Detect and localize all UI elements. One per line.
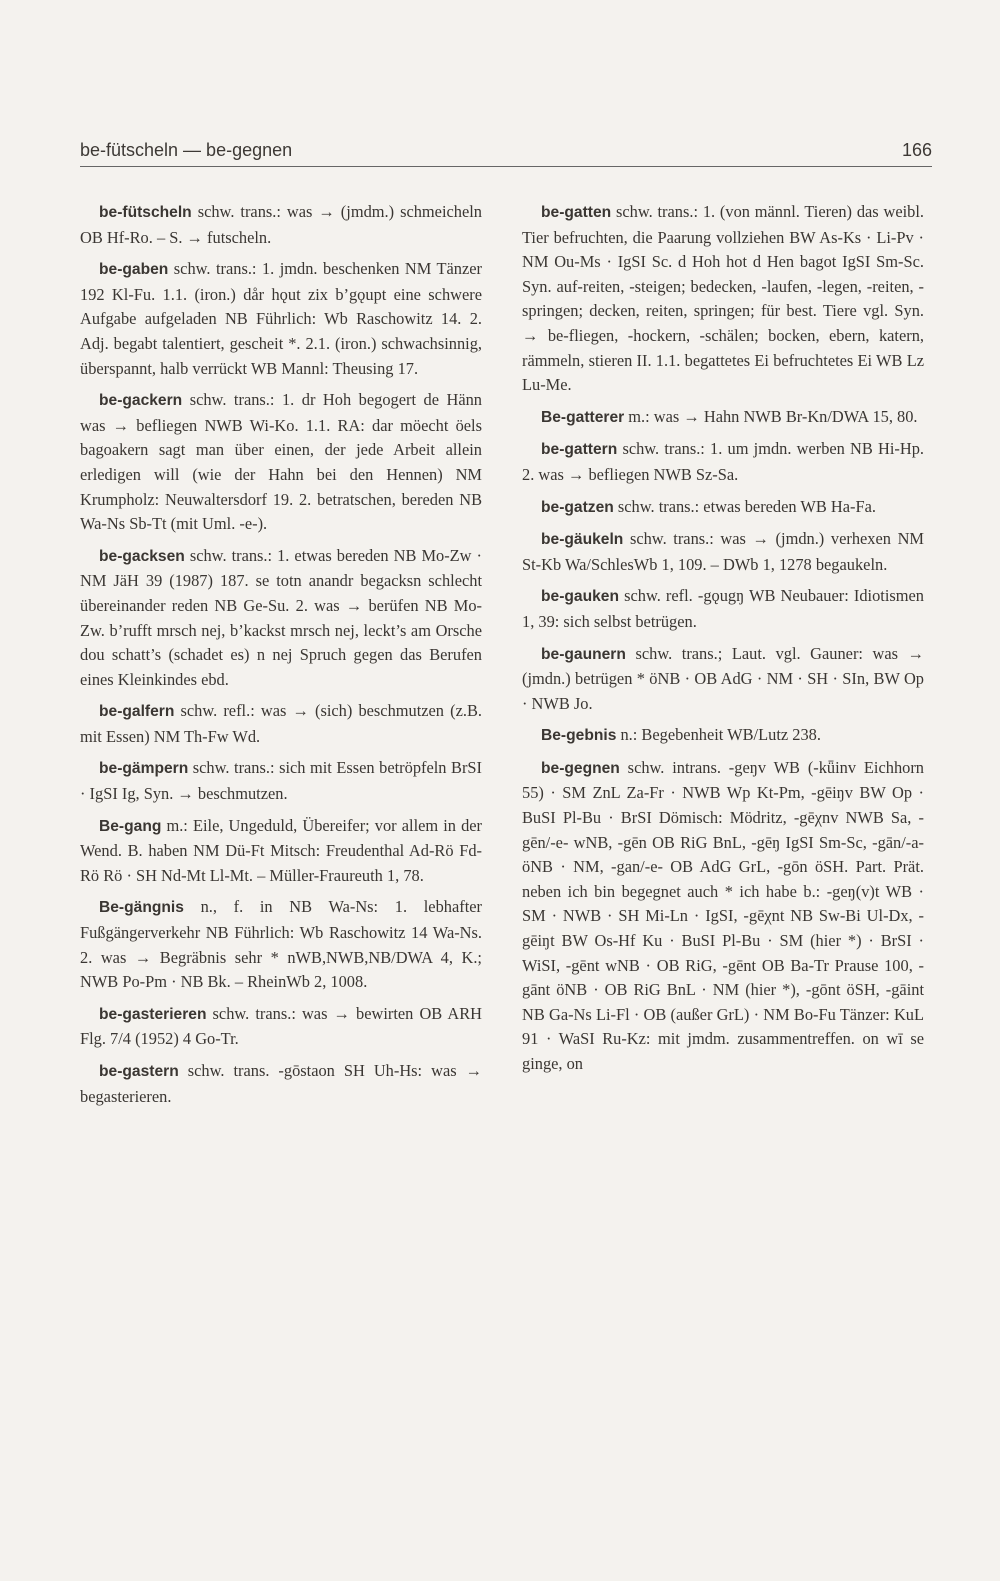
dictionary-entry [80,544,482,693]
dictionary-entry [80,200,482,250]
entry-body: n.: Begebenheit WB/Lutz 238. [616,725,821,745]
dictionary-entry [80,388,482,537]
entry-body: schw. trans.; Laut. vgl. Gauner: was → (jmdn.) betrügen * öNB · OB AdG · NM · SH · SIn, BW Op · NWB Jo. [522,643,924,713]
entry-lemma: be-gäukeln [541,531,624,549]
entry-body: schw. trans.: was → (jmdm.) schmeicheln OB Hf-Ro. – S. → futscheln. [80,202,482,247]
left-column [80,200,482,1116]
entry-body: schw. refl.: was → (sich) beschmutzen (z.B. mit Essen) NM Th-Fw Wd. [80,701,482,746]
running-header [80,140,932,161]
dictionary-entry [522,756,924,1077]
entry-lemma: be-gämpern [99,760,189,778]
entry-body: schw. trans.: 1. um jmdn. werben NB Hi-Hp. 2. was → befliegen NWB Sz-Sa. [522,439,924,484]
dictionary-entry [522,200,924,398]
dictionary-entry [522,495,924,521]
running-title: be-fütscheln — be-gegnen [80,140,293,160]
entry-body: schw. trans.: etwas bereden WB Ha-Fa. [613,496,876,516]
entry-body: schw. trans.: sich mit Essen betröpfeln BrSI · IgSI Ig, Syn. → beschmutzen. [80,758,482,804]
entry-body: schw. trans. -gōstaon SH Uh-Hs: was → begasterieren. [80,1061,482,1106]
entry-lemma: Be-gängnis [99,899,184,917]
entry-lemma: be-gatten [541,204,612,221]
entry-lemma: be-gacksen [99,547,185,565]
dictionary-entry [80,814,482,889]
entry-body: schw. intrans. -geŋv WB (-kǖinv Eichhorn 55) · SM ZnL Za-Fr · NWB Wp Kt-Pm, -gēiŋv BW Op · BuSI Pl-Bu · BrSI Dömisch: Mödritz, -gēχnv NWB Sa, -gēn/-e- wNB, -gēn OB RiG BnL, -gēŋ IgSI Sm-Sc, -gān/-a- öNB · NM, -gan/-e- OB AdG GrL, -gōn öSH. Part. Prät. neben ich bin begegnet auch * ich habe b.: -geŋ(v)t WB · SM · NWB · SH Mi-Ln · IgSI, -gēχnt NB Sw-Bi Ul-Dx, -gēiŋt BW Os-Hf Ku · BuSI Pl-Bu · SM (hier *) · BrSI · WiSI, -gēnt wNB · OB RiG, -gēnt OB Ba-Tr Prause 100, -gānt öNB · OB RiG BnL · NM (hier *), -gōnt öSH, -gāint NB Ga-Ns Li-Fl · OB (außer GrL) · NM Bo-Fu Tänzer: KuL 91 · WaSI Ru-Kz: mit jmdm. zusammentreffen. on wī se ginge, on [522,757,924,1073]
dictionary-entry [522,437,924,487]
right-column [522,200,924,1084]
entry-lemma: be-gackern [99,392,183,410]
entry-lemma: be-gasterieren [99,1005,207,1023]
page-number: 166 [901,140,932,160]
dictionary-entry [80,756,482,806]
dictionary-entry [522,723,924,749]
entry-lemma: be-gatzen [541,498,614,516]
entry-lemma: be-galfern [99,703,175,721]
entry-body: schw. trans.: 1. etwas bereden NB Mo-Zw · NM JäH 39 (1987) 187. se totn anandr begacksn schlecht übereinander reden NB Ge-Su. 2. was → berüfen NB Mo-Zw. b’rufft mrsch nej, b’kackst mrsch nej, leckt’s am Orsche dou schatt’s (schadet es) n nej Spruch gegen das Berufen eines Kleinkindes ebd. [80,545,482,689]
entry-body: schw. trans.: was → (jmdn.) verhexen NM St-Kb Wa/SchlesWb 1, 109. – DWb 1, 1278 begaukeln. [522,529,924,574]
entry-lemma: be-gauken [541,588,619,606]
dictionary-entry [522,584,924,634]
entry-lemma: be-gaunern [541,645,626,663]
entry-lemma: Be-gatterer [541,408,625,426]
entry-body: m.: Eile, Ungeduld, Übereifer; vor allem in der Wend. B. haben NM Dü-Ft Mitsch: Freudenthal Ad-Rö Fd-Rö Rö · SH Nd-Mt Ll-Mt. – Müller-Fraureuth 1, 78. [80,815,482,885]
entry-lemma: be-gegnen [541,759,620,777]
entry-lemma: Be-gebnis [541,727,617,745]
entry-lemma: be-gattern [541,441,618,459]
entry-lemma: be-gaben [99,261,169,279]
entry-lemma: be-gastern [99,1063,179,1080]
entry-body: schw. trans.: 1. (von männl. Tieren) das weibl. Tier befruchten, die Paarung vollziehen BW As-Ks · Li-Pv · NM Ou-Ms · IgSI Sc. d Hoh hot d Hen bagot IgSI Sm-Sc. Syn. auf-reiten, -steigen; bedecken, -laufen, -legen, -reiten, -springen; decken, reiten, springen; für best. Tiere vgl. Syn. → be-fliegen, -hockern, -schälen; bocken, ebern, katern, rämmeln, stieren II. 1.1. begattetes Ei befruchtetes Ei WB Lz Lu-Me. [522,202,924,395]
dictionary-entry [80,1002,482,1052]
dictionary-entry [80,895,482,994]
dictionary-entry [522,642,924,717]
dictionary-entry [80,699,482,749]
entry-lemma: be-fütscheln [99,204,192,221]
header-rule [80,166,932,167]
entry-lemma: Be-gang [99,817,162,835]
entry-body: m.: was → Hahn NWB Br-Kn/DWA 15, 80. [624,406,918,426]
entry-body: n., f. in NB Wa-Ns: 1. lebhafter Fußgängerverkehr NB Führlich: Wb Raschowitz 14 Wa-Ns. 2. was → Begräbnis sehr * nWB,NWB,NB/DWA 4, K.; NWB Po-Pm · NB Bk. – RheinWb 2, 1008. [80,897,482,992]
dictionary-entry [522,527,924,577]
entry-body: schw. trans.: was → bewirten OB ARH Flg. 7/4 (1952) 4 Go-Tr. [80,1003,482,1049]
dictionary-entry [522,405,924,431]
entry-body: schw. trans.: 1. jmdn. beschenken NM Tänzer 192 Kl-Fu. 1.1. (iron.) dår hǫut zix b’gǫupt eine schwere Aufgabe aufgeladen NB Führlich: Wb Raschowitz 14. 2. Adj. begabt talentiert, gescheit *. 2.1. (iron.) schwachsinnig, überspannt, halb verrückt WB Mannl: Theusing 17. [80,259,482,378]
dictionary-entry [80,1059,482,1109]
entry-body: schw. trans.: 1. dr Hoh begogert de Hänn was → befliegen NWB Wi-Ko. 1.1. RA: dar möecht öels bagoakern sagt man über einen, der jede Arbeit allein erledigen will (wie der Hahn bei den Hennen) NM Krumpholz: Neuwaltersdorf 19. 2. betratschen, bereden NB Wa-Ns Sb-Tt (mit Uml. -e-). [80,390,482,534]
dictionary-entry [80,257,482,381]
entry-body: schw. refl. -gǫugŋ WB Neubauer: Idiotismen 1, 39: sich selbst betrügen. [522,586,924,631]
